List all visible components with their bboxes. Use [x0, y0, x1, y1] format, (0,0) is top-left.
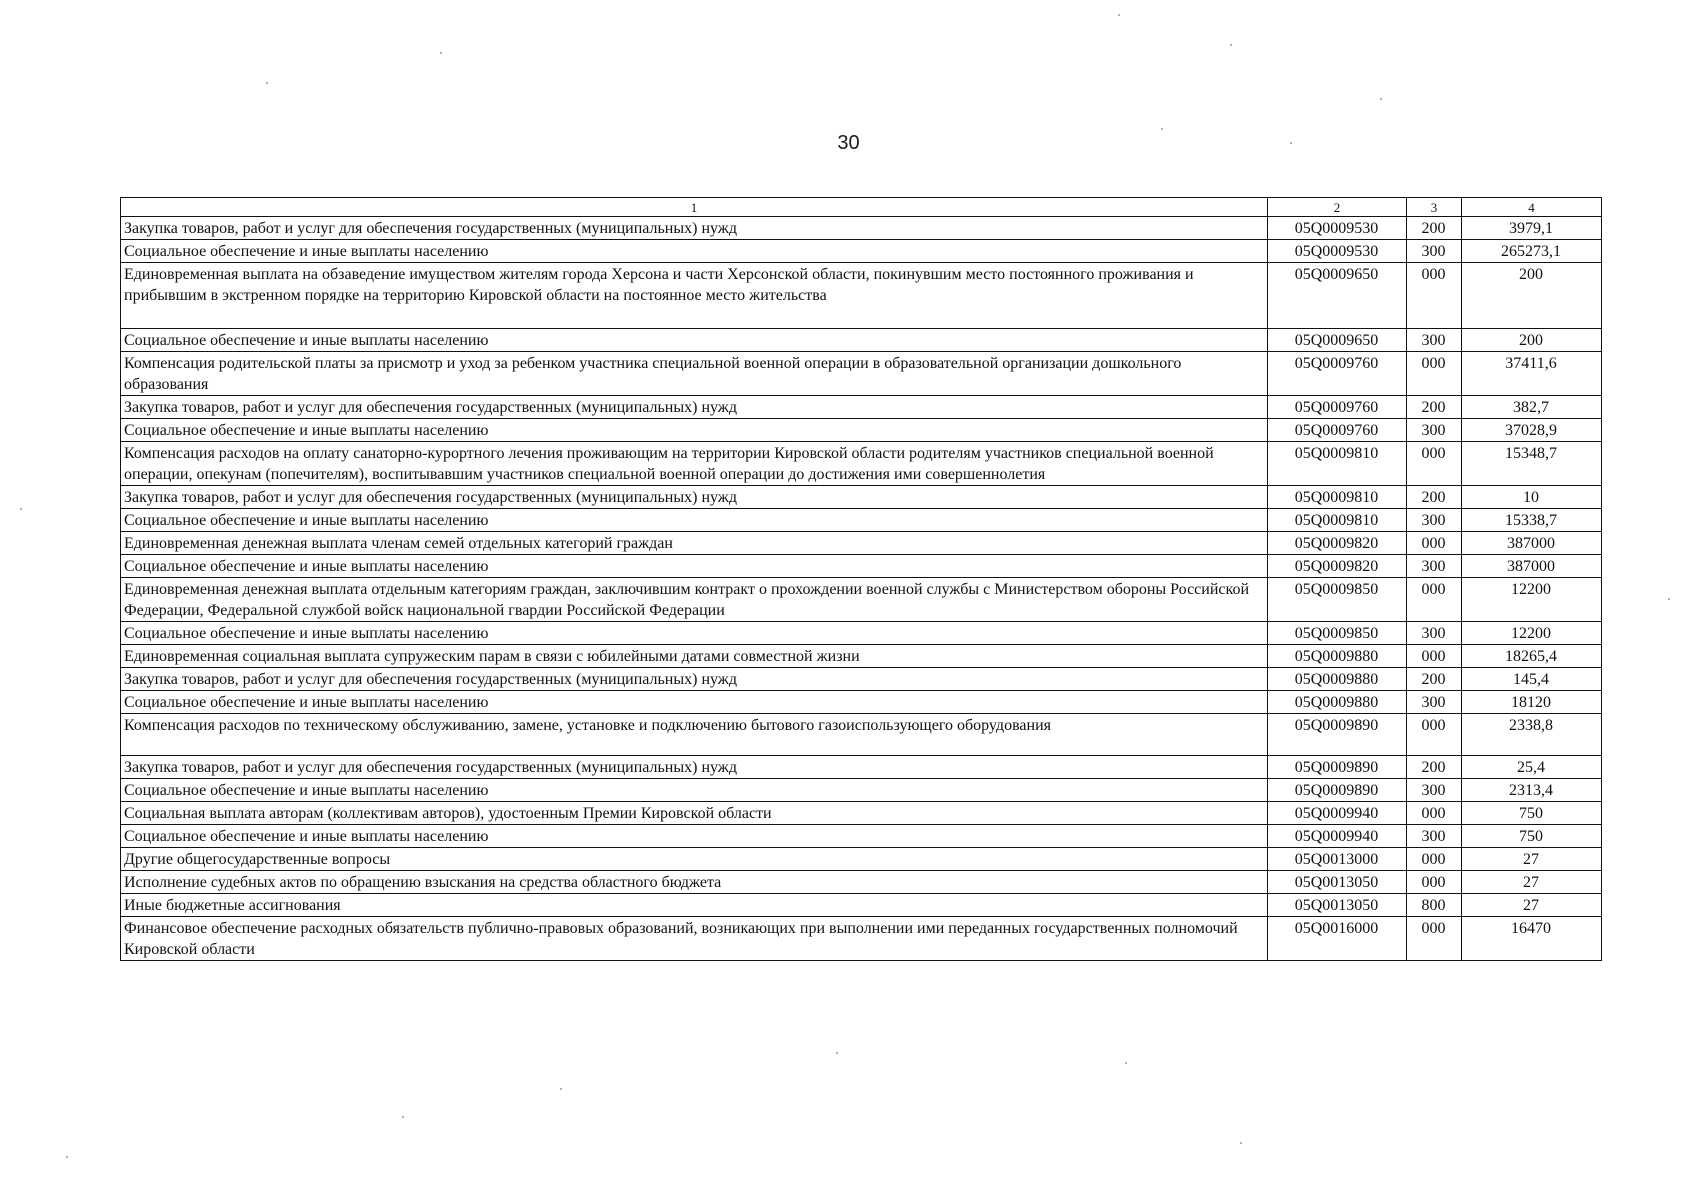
cell-sum: 387000 — [1462, 532, 1602, 555]
cell-name: Социальное обеспечение и иные выплаты населению — [121, 779, 1268, 802]
table-row — [121, 486, 1602, 509]
cell-code: 05Q0009650 — [1268, 329, 1407, 352]
header-cell-code: 2 — [1268, 198, 1407, 217]
cell-name: Закупка товаров, работ и услуг для обеспечения государственных (муниципальных) нужд — [121, 756, 1268, 779]
cell-name: Единовременная социальная выплата супружеским парам в связи с юбилейными датами совместной жизни — [121, 645, 1268, 668]
cell-name: Единовременная денежная выплата членам семей отдельных категорий граждан — [121, 532, 1268, 555]
table-row — [121, 802, 1602, 825]
cell-code: 05Q0013050 — [1268, 871, 1407, 894]
cell-sum: 27 — [1462, 848, 1602, 871]
cell-sum: 15348,7 — [1462, 442, 1602, 486]
table-row — [121, 396, 1602, 419]
cell-type: 000 — [1407, 442, 1462, 486]
cell-name: Компенсация расходов по техническому обслуживанию, замене, установке и подключению бытового газоиспользующего оборудования — [121, 714, 1268, 756]
cell-type: 200 — [1407, 217, 1462, 240]
cell-name: Социальная выплата авторам (коллективам авторов), удостоенным Премии Кировской области — [121, 802, 1268, 825]
cell-name: Единовременная выплата на обзаведение имуществом жителям города Херсона и части Херсонской области, покинувшим место постоянного проживания и прибывшим в экстренном порядке на территорию Кировской области на постоянное место жительства — [121, 263, 1268, 329]
cell-type: 000 — [1407, 917, 1462, 961]
cell-sum: 16470 — [1462, 917, 1602, 961]
cell-code: 05Q0016000 — [1268, 917, 1407, 961]
cell-name: Социальное обеспечение и иные выплаты населению — [121, 622, 1268, 645]
header-cell-name: 1 — [121, 198, 1268, 217]
cell-code: 05Q0009810 — [1268, 486, 1407, 509]
cell-code: 05Q0009760 — [1268, 352, 1407, 396]
cell-sum: 12200 — [1462, 622, 1602, 645]
cell-code: 05Q0009820 — [1268, 532, 1407, 555]
table-row — [121, 329, 1602, 352]
cell-sum: 265273,1 — [1462, 240, 1602, 263]
cell-name: Другие общегосударственные вопросы — [121, 848, 1268, 871]
table-row — [121, 555, 1602, 578]
cell-code: 05Q0009940 — [1268, 802, 1407, 825]
cell-name: Единовременная денежная выплата отдельным категориям граждан, заключившим контракт о прохождении военной службы с Министерством обороны Российской Федерации, Федеральной службой войск национальной гвардии Российской Федерации — [121, 578, 1268, 622]
cell-sum: 387000 — [1462, 555, 1602, 578]
table-header-row — [121, 198, 1602, 217]
cell-code: 05Q0009880 — [1268, 645, 1407, 668]
cell-name: Социальное обеспечение и иные выплаты населению — [121, 240, 1268, 263]
cell-sum: 145,4 — [1462, 668, 1602, 691]
cell-name: Закупка товаров, работ и услуг для обеспечения государственных (муниципальных) нужд — [121, 396, 1268, 419]
scan-speck — [266, 82, 268, 84]
cell-code: 05Q0013000 — [1268, 848, 1407, 871]
cell-sum: 10 — [1462, 486, 1602, 509]
cell-sum: 18265,4 — [1462, 645, 1602, 668]
cell-code: 05Q0013050 — [1268, 894, 1407, 917]
cell-type: 200 — [1407, 668, 1462, 691]
cell-type: 300 — [1407, 329, 1462, 352]
table-row — [121, 442, 1602, 486]
table-row — [121, 871, 1602, 894]
scan-speck — [1161, 128, 1163, 130]
cell-code: 05Q0009850 — [1268, 622, 1407, 645]
header-cell-type: 3 — [1407, 198, 1462, 217]
cell-name: Компенсация родительской платы за присмотр и уход за ребенком участника специальной военной операции в образовательной организации дошкольного образования — [121, 352, 1268, 396]
table-row — [121, 622, 1602, 645]
cell-type: 300 — [1407, 240, 1462, 263]
cell-code: 05Q0009530 — [1268, 217, 1407, 240]
cell-type: 300 — [1407, 555, 1462, 578]
budget-table — [120, 197, 1602, 961]
scan-speck — [1230, 44, 1232, 46]
cell-name: Закупка товаров, работ и услуг для обеспечения государственных (муниципальных) нужд — [121, 668, 1268, 691]
cell-name: Закупка товаров, работ и услуг для обеспечения государственных (муниципальных) нужд — [121, 217, 1268, 240]
cell-type: 000 — [1407, 532, 1462, 555]
cell-type: 000 — [1407, 714, 1462, 756]
table-row — [121, 217, 1602, 240]
cell-sum: 12200 — [1462, 578, 1602, 622]
cell-type: 000 — [1407, 578, 1462, 622]
table-row — [121, 578, 1602, 622]
table-row — [121, 263, 1602, 329]
cell-code: 05Q0009880 — [1268, 691, 1407, 714]
cell-type: 000 — [1407, 871, 1462, 894]
cell-code: 05Q0009850 — [1268, 578, 1407, 622]
scan-speck — [66, 1156, 68, 1158]
cell-type: 000 — [1407, 352, 1462, 396]
cell-code: 05Q0009530 — [1268, 240, 1407, 263]
cell-name: Исполнение судебных актов по обращению взыскания на средства областного бюджета — [121, 871, 1268, 894]
scan-speck — [402, 1116, 404, 1118]
cell-sum: 18120 — [1462, 691, 1602, 714]
table-row — [121, 645, 1602, 668]
cell-type: 000 — [1407, 645, 1462, 668]
cell-type: 000 — [1407, 263, 1462, 329]
scan-speck — [1118, 14, 1120, 16]
cell-type: 200 — [1407, 396, 1462, 419]
cell-code: 05Q0009890 — [1268, 756, 1407, 779]
table-row — [121, 352, 1602, 396]
table-row — [121, 756, 1602, 779]
cell-type: 200 — [1407, 756, 1462, 779]
scan-speck — [560, 1088, 562, 1090]
table-row — [121, 825, 1602, 848]
cell-type: 300 — [1407, 779, 1462, 802]
cell-code: 05Q0009760 — [1268, 419, 1407, 442]
scan-speck — [1125, 1062, 1127, 1064]
cell-type: 300 — [1407, 691, 1462, 714]
cell-code: 05Q0009880 — [1268, 668, 1407, 691]
cell-name: Социальное обеспечение и иные выплаты населению — [121, 555, 1268, 578]
cell-code: 05Q0009820 — [1268, 555, 1407, 578]
cell-type: 000 — [1407, 848, 1462, 871]
cell-type: 300 — [1407, 419, 1462, 442]
scan-speck — [1380, 98, 1382, 100]
cell-code: 05Q0009890 — [1268, 714, 1407, 756]
cell-sum: 25,4 — [1462, 756, 1602, 779]
cell-code: 05Q0009650 — [1268, 263, 1407, 329]
table-row — [121, 668, 1602, 691]
table-row — [121, 894, 1602, 917]
cell-sum: 37028,9 — [1462, 419, 1602, 442]
cell-type: 300 — [1407, 622, 1462, 645]
table-row — [121, 779, 1602, 802]
cell-type: 300 — [1407, 509, 1462, 532]
cell-type: 000 — [1407, 802, 1462, 825]
table-row — [121, 532, 1602, 555]
table-row — [121, 240, 1602, 263]
cell-sum: 27 — [1462, 871, 1602, 894]
scan-speck — [1240, 1142, 1242, 1144]
cell-type: 200 — [1407, 486, 1462, 509]
cell-sum: 37411,6 — [1462, 352, 1602, 396]
cell-sum: 200 — [1462, 329, 1602, 352]
scan-speck — [440, 52, 442, 54]
cell-sum: 3979,1 — [1462, 217, 1602, 240]
table-row — [121, 714, 1602, 756]
cell-name: Компенсация расходов на оплату санаторно-курортного лечения проживающим на территории Кировской области родителям участников специальной военной операции, опекунам (попечителям), воспитывавшим участников специальной военной операции до достижения ими совершеннолетия — [121, 442, 1268, 486]
table-row — [121, 691, 1602, 714]
cell-sum: 382,7 — [1462, 396, 1602, 419]
cell-sum: 15338,7 — [1462, 509, 1602, 532]
table-row — [121, 509, 1602, 532]
cell-name: Социальное обеспечение и иные выплаты населению — [121, 691, 1268, 714]
table-row — [121, 419, 1602, 442]
cell-name: Финансовое обеспечение расходных обязательств публично-правовых образований, возникающих при выполнении ими переданных государственных полномочий Кировской области — [121, 917, 1268, 961]
page-number: 30 — [837, 132, 860, 154]
scan-speck — [20, 508, 22, 510]
cell-name: Социальное обеспечение и иные выплаты населению — [121, 509, 1268, 532]
scan-speck — [836, 1052, 838, 1054]
cell-code: 05Q0009940 — [1268, 825, 1407, 848]
cell-sum: 750 — [1462, 825, 1602, 848]
cell-code: 05Q0009890 — [1268, 779, 1407, 802]
cell-name: Социальное обеспечение и иные выплаты населению — [121, 329, 1268, 352]
cell-code: 05Q0009810 — [1268, 442, 1407, 486]
header-cell-sum: 4 — [1462, 198, 1602, 217]
table-row — [121, 848, 1602, 871]
cell-sum: 750 — [1462, 802, 1602, 825]
scan-speck — [1290, 142, 1292, 144]
cell-code: 05Q0009760 — [1268, 396, 1407, 419]
cell-type: 300 — [1407, 825, 1462, 848]
cell-sum: 200 — [1462, 263, 1602, 329]
cell-sum: 2313,4 — [1462, 779, 1602, 802]
cell-type: 800 — [1407, 894, 1462, 917]
cell-name: Социальное обеспечение и иные выплаты населению — [121, 825, 1268, 848]
cell-name: Иные бюджетные ассигнования — [121, 894, 1268, 917]
cell-name: Закупка товаров, работ и услуг для обеспечения государственных (муниципальных) нужд — [121, 486, 1268, 509]
cell-sum: 27 — [1462, 894, 1602, 917]
table-row — [121, 917, 1602, 961]
cell-code: 05Q0009810 — [1268, 509, 1407, 532]
scan-speck — [1668, 598, 1670, 600]
cell-sum: 2338,8 — [1462, 714, 1602, 756]
cell-name: Социальное обеспечение и иные выплаты населению — [121, 419, 1268, 442]
